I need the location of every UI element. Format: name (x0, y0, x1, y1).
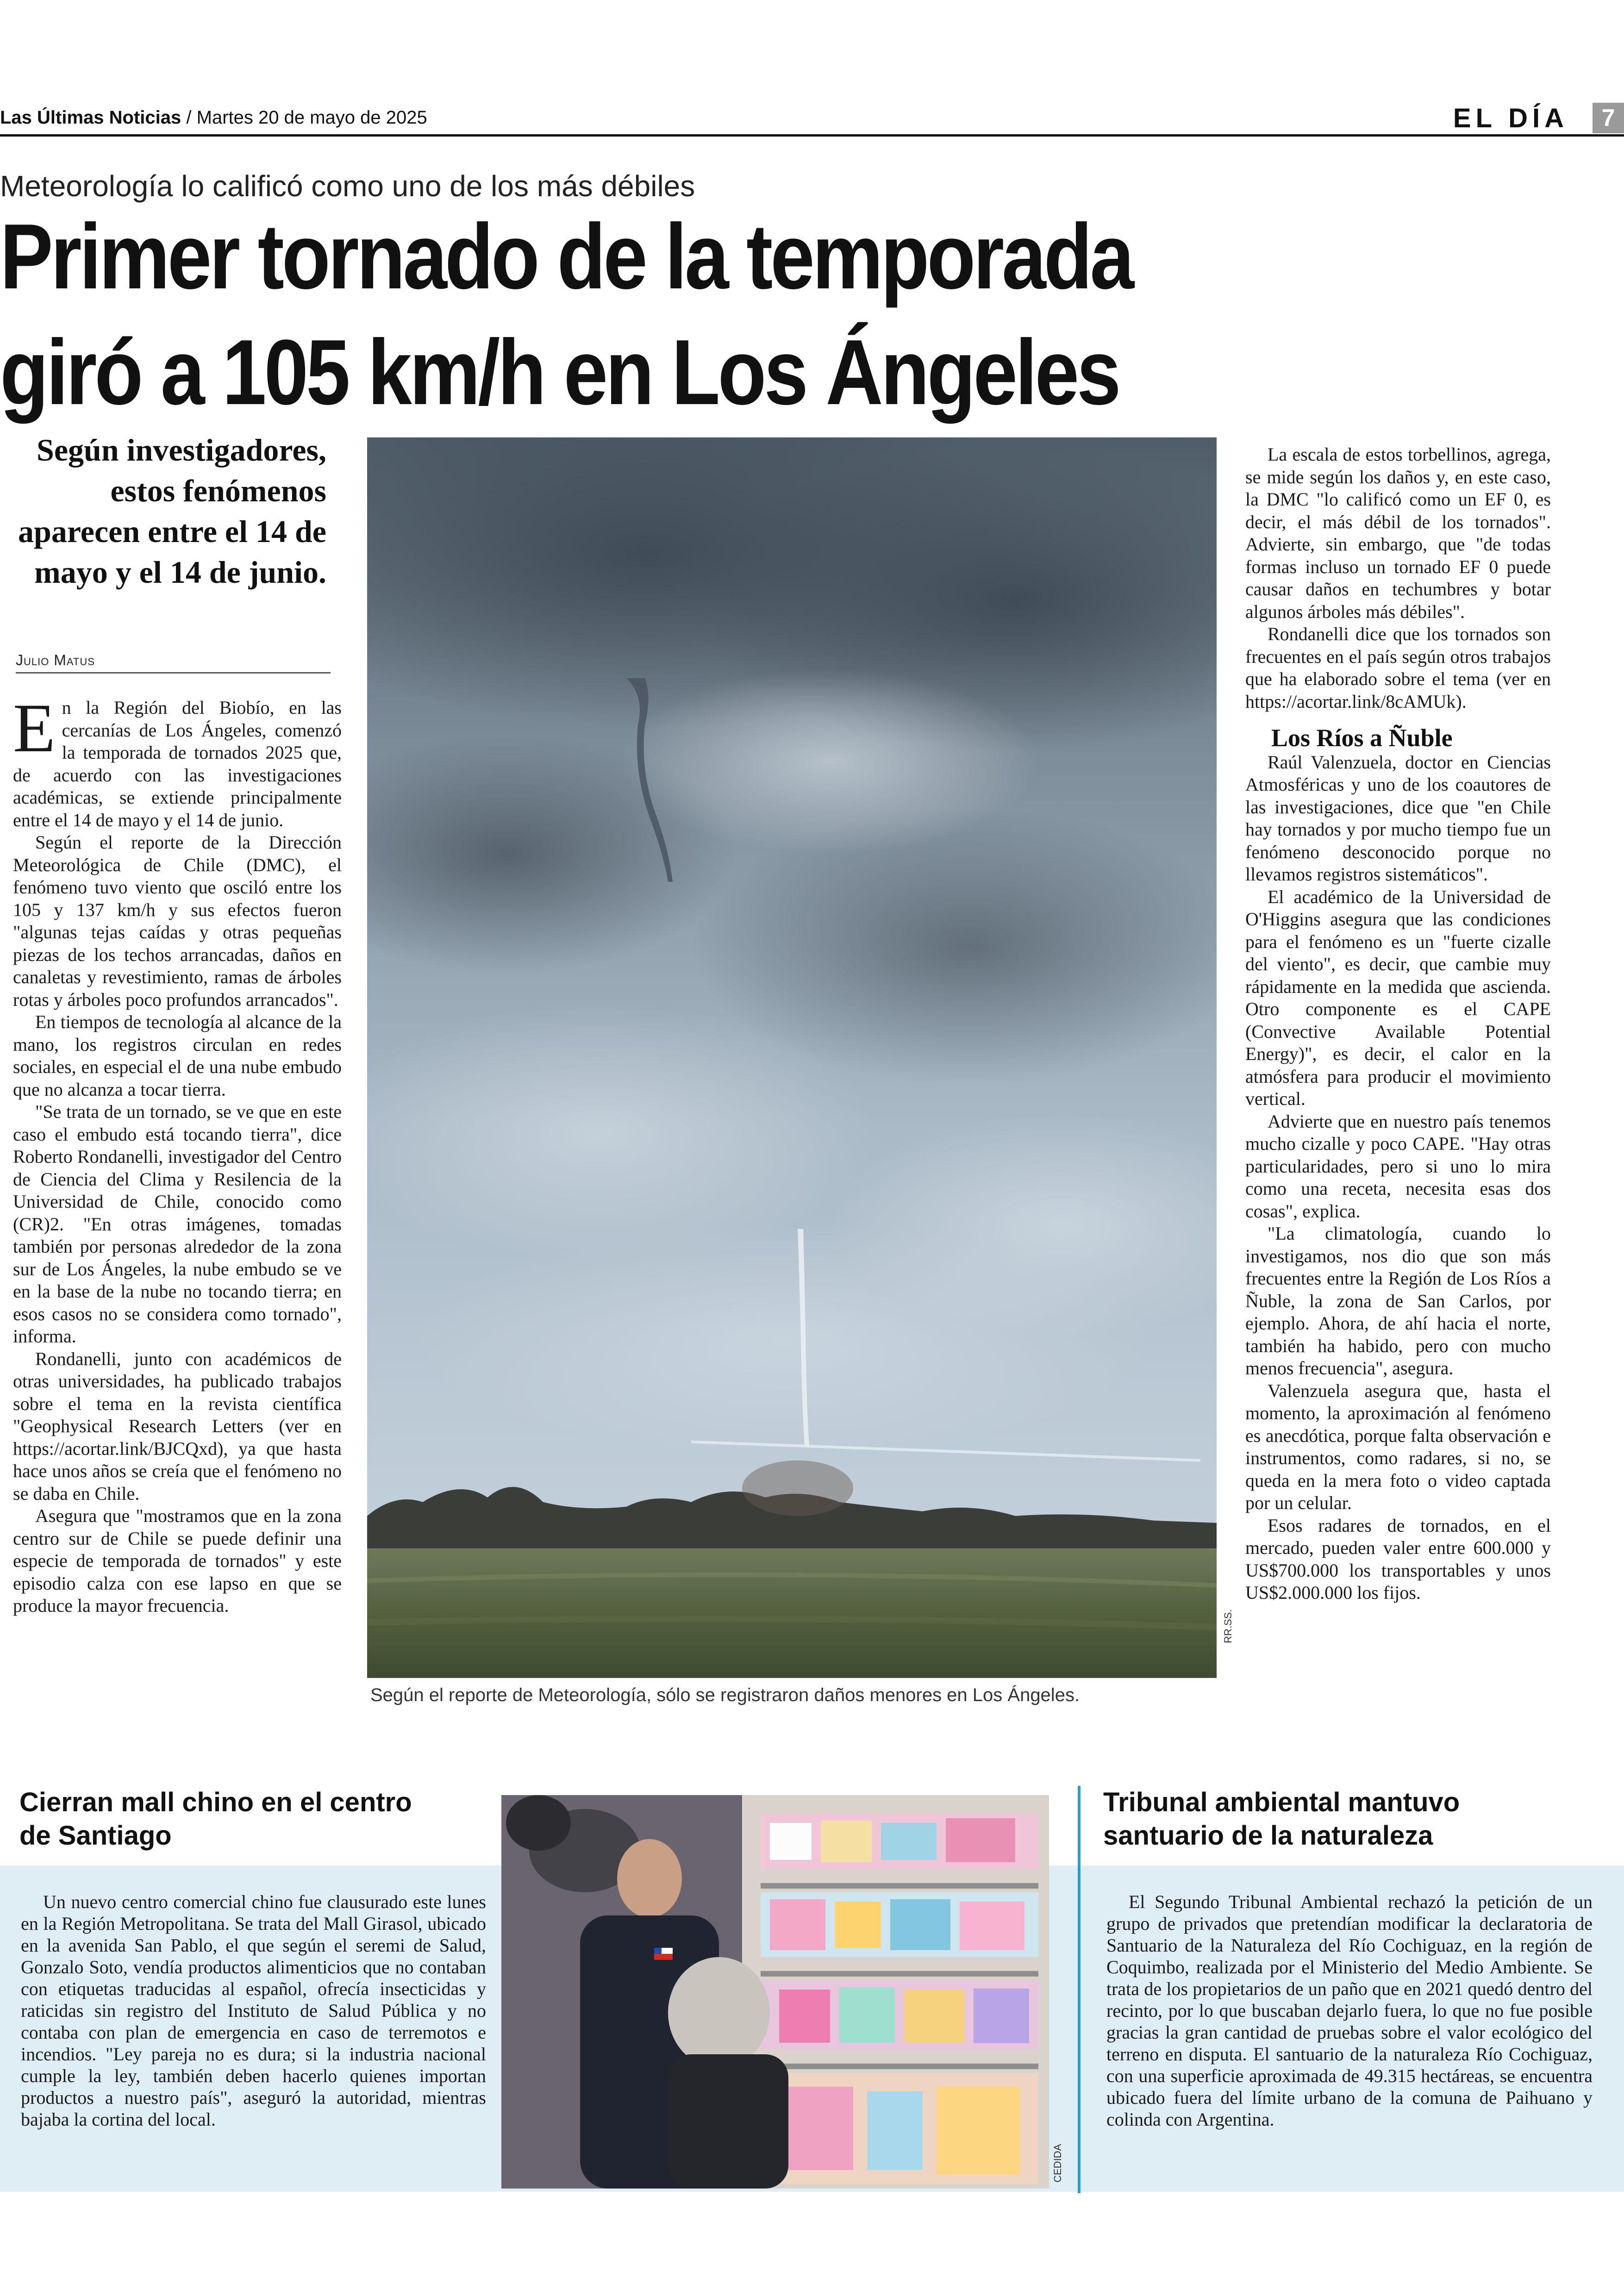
body-paragraph: Esos radares de tornados, en el mercado, pueden valer entre 600.000 y US$700.000 los transportables y unos US$2.000.000 los fijos. (1245, 1515, 1551, 1603)
byline-rule (16, 672, 331, 674)
body-paragraph: "La climatología, cuando lo investigamos, nos dio que son más frecuentes entre la Región de Los Ríos a Ñuble, la zona de San Carlos, por ejemplo. Ahora, de ahí hacia el norte, también ha habido, pero con mucho menos frecuencia", asegura. (1245, 1223, 1551, 1378)
body-paragraph: Valenzuela asegura que, hasta el momento, la aproximación al fenómeno es anecdótica, porque falta observación e instrumentos, como radares, si no, se queda en la mera foto o video captada por un celular. (1245, 1380, 1551, 1513)
body-paragraph: Según el reporte de la Dirección Meteorológica de Chile (DMC), el fenómeno tuvo viento que osciló entre los 105 y 137 km/h y sus efectos fueron "algunas tejas caídas y otras pequeñas piezas de los techos arrancadas, daños en canaletas y revestimiento, ramas de árboles rotas y árboles poco profundos arrancados". (13, 832, 342, 1010)
dropcap: E (13, 690, 56, 767)
section-name: EL DÍA (1453, 103, 1568, 133)
body-paragraph: "Se trata de un tornado, se ve que en este caso el embudo está tocando tierra", dice Roberto Rondanelli, investigador del Centro de Ciencia del Clima y Resilencia de la Universidad de Chile, conocido como (CR)2. "En otras imágenes, tomadas también por personas alrededor de la zona sur de Los Ángeles, la nube embudo se ve en la base de la nube no tocando tierra; en esos casos no se considera como tornado", informa. (13, 1101, 342, 1347)
masthead-separator: / (186, 107, 192, 128)
brief-title-tribunal: Tribunal ambiental mantuvo santuario de la naturaleza (1103, 1787, 1460, 1851)
header-rule (0, 134, 1624, 137)
masthead (0, 107, 427, 128)
photo-credit: RR.SS. (1222, 1609, 1234, 1643)
body-paragraph: Asegura que "mostramos que en la zona centro sur de Chile se puede definir una especie de temporada de tornados" y este episodio calza con ese lapso en que se produce la mayor frecuencia. (13, 1505, 342, 1616)
headline (0, 199, 1194, 430)
tornado-photo (367, 437, 1217, 1678)
body-paragraph: En la Región del Biobío, en las cercanías de Los Ángeles, comenzó la temporada de tornados 2025 que, de acuerdo con las investigaciones académicas, se extiende principalmente entre el 14 de mayo y el 14 de junio. (13, 690, 342, 830)
body-paragraph: La escala de estos torbellinos, agrega, se mide según los daños y, en este caso, la DMC "lo calificó como un EF 0, es decir, el más débil de los tornados". Advierte, sin embargo, que "de todas formas incluso un tornado EF 0 puede causar daños en techumbres y botar algunos árboles más débiles". (1245, 444, 1551, 622)
body-paragraph: Rondanelli, junto con académicos de otras universidades, ha publicado trabajos sobre el tema en la revista científica "Geophysical Research Letters (ver en https://acortar.link/BJCQxd), ya que hasta hace unos años se creía que el fenómeno no se daba en Chile. (13, 1348, 342, 1504)
mall-photo-credit: CEDIDA (1052, 2144, 1063, 2183)
article-right-column (1245, 443, 1551, 1604)
mall-inspection-illustration (501, 1795, 1049, 2189)
subhead: Según investigadores, estos fenómenos aparecen entre el 14 de mayo y el 14 de junio. (18, 432, 326, 590)
kicker: Meteorología lo calificó como uno de los más débiles (0, 169, 695, 203)
body-paragraph: El académico de la Universidad de O'Higgins asegura que las condiciones para el fenómeno es un "fuerte cizalle del viento", es decir, que cambie muy rápidamente en la medida que ascienda. Otro componente es el CAPE (Convective Available Potential Energy)", es decir, el calor en la atmósfera para producir el movimiento vertical. (1245, 886, 1551, 1109)
brief-body-mall: Un nuevo centro comercial chino fue clausurado este lunes en la Región Metropolitana. Se trata del Mall Girasol, ubicado en la avenida San Pablo, el que según el seremi de Salud, Gonzalo Soto, vendía productos alimenticios que no contaban con etiquetas traducidas al español, ofrecía insecticidas y raticidas sin registro del Instituto de Salud Pública y no contaba con plan de emergencia en caso de terremotos e incendios. "Ley pareja no es dura; si la industria nacional cumple la ley, también deben hacerlo quienes importan productos a nuestro país", aseguró la autoridad, mientras bajaba la cortina del local. (21, 1891, 486, 2130)
brief-title-mall: Cierran mall chino en el centro de Santiago (19, 1787, 412, 1851)
briefs-divider (1078, 1786, 1081, 2193)
byline: Julio Matus (16, 652, 95, 668)
headline-line-1: Primer tornado de la temporada (0, 205, 1132, 308)
article-left-column (13, 690, 342, 1617)
photo-caption: Según el reporte de Meteorología, sólo se registraron daños menores en Los Ángeles. (370, 1685, 1080, 1705)
mall-photo (501, 1795, 1049, 2189)
body-paragraph: Advierte que en nuestro país tenemos mucho cizalle y poco CAPE. "Hay otras particularidades, pero si uno lo mira como una receta, necesita esas dos cosas", explica. (1245, 1110, 1551, 1222)
newspaper-name: Las Últimas Noticias (0, 107, 181, 128)
page-number-badge: 7 (1593, 103, 1624, 133)
body-paragraph: Rondanelli dice que los tornados son frecuentes en el país según otros trabajos que ha elaborado sobre el tema (ver en https://acortar.link/8cAMUk). (1245, 624, 1551, 712)
tornado-illustration (367, 437, 1217, 1678)
body-paragraph: Raúl Valenzuela, doctor en Ciencias Atmosféricas y uno de los coautores de las investigaciones, dice que "en Chile hay tornados y por mucho tiempo fue un fenómeno desconocido porque no llevamos registros sistemáticos". (1245, 751, 1551, 885)
brief-body-tribunal: El Segundo Tribunal Ambiental rechazó la petición de un grupo de privados que pretendían modificar la declaratoria de Santuario de la Naturaleza del Río Cochiguaz, en la región de Coquimbo, realizada por el Ministerio del Medio Ambiente. Se trata de los propietarios de un paño que en 2021 quedó dentro del recinto, por lo que buscaban dejarlo fuera, lo que no fue posible gracias la gran cantidad de pruebas sobre el valor ecológico del terreno en disputa. El santuario de la naturaleza Río Cochiguaz, con una superficie aproximada de 49.315 hectáreas, se encuentra ubicado fuera del límite urbano de la comuna de Paihuano y colinda con Argentina. (1106, 1891, 1593, 2130)
issue-date: Martes 20 de mayo de 2025 (196, 107, 427, 128)
body-paragraph: En tiempos de tecnología al alcance de la mano, los registros circulan en redes sociales, en especial el de una nube embudo que no alcanza a tocar tierra. (13, 1011, 342, 1100)
headline-line-2: giró a 105 km/h en Los Ángeles (0, 321, 1119, 424)
crosshead: Los Ríos a Ñuble (1271, 724, 1453, 752)
